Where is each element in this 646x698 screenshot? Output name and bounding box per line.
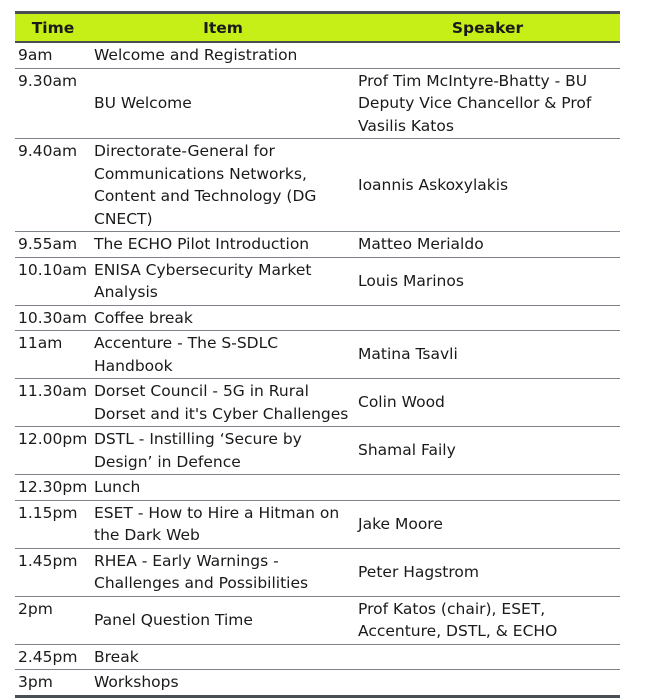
table-row (15, 139, 620, 232)
header-speaker: Speaker (355, 13, 620, 43)
item-cell: BU Welcome (91, 68, 355, 139)
table-row (15, 596, 620, 644)
time-cell: 3pm (18, 673, 53, 691)
item-cell: ESET - How to Hire a Hitman on the Dark Web (91, 500, 355, 548)
item-cell: Directorate-General for Communications Networks, Content and Technology (DG CNECT) (91, 139, 355, 232)
table-row (15, 475, 620, 501)
item-cell: ENISA Cybersecurity Market Analysis (91, 257, 355, 305)
header-item: Item (91, 13, 355, 43)
item-cell: Workshops (94, 673, 179, 691)
header-time: Time (15, 13, 91, 43)
table-row (15, 500, 620, 548)
item-cell: Accenture - The S-SDLC Handbook (91, 331, 355, 379)
item-cell: Break (91, 644, 355, 670)
table-row (15, 232, 620, 258)
time-cell: 12.30pm (15, 475, 91, 501)
speaker-cell: Prof Katos (chair), ESET, Accenture, DSTL, & ECHO (355, 596, 620, 644)
speaker-cell: Shamal Faily (355, 427, 620, 475)
speaker-cell (355, 305, 620, 331)
time-cell: 2pm (15, 596, 91, 644)
speaker-cell (355, 475, 620, 501)
item-cell: Panel Question Time (91, 596, 355, 644)
table-row (15, 257, 620, 305)
item-cell: Lunch (91, 475, 355, 501)
table-row (15, 670, 620, 697)
speaker-cell: Matina Tsavli (355, 331, 620, 379)
speaker-cell: Jake Moore (355, 500, 620, 548)
speaker-cell: Ioannis Askoxylakis (355, 139, 620, 232)
table-row (15, 548, 620, 596)
item-cell: Coffee break (91, 305, 355, 331)
speaker-cell: Louis Marinos (355, 257, 620, 305)
time-cell: 10.30am (15, 305, 91, 331)
table-row (15, 427, 620, 475)
speaker-cell: Prof Tim McIntyre-Bhatty - BU Deputy Vice Chancellor & Prof Vasilis Katos (355, 68, 620, 139)
agenda-table (15, 11, 620, 698)
speaker-cell (355, 644, 620, 670)
table-row (15, 42, 620, 68)
time-cell: 9am (15, 42, 91, 68)
speaker-cell (355, 670, 620, 697)
speaker-cell: Colin Wood (355, 379, 620, 427)
time-cell: 10.10am (15, 257, 91, 305)
speaker-cell (355, 42, 620, 68)
time-cell: 11.30am (15, 379, 91, 427)
agenda-body (15, 42, 620, 696)
table-row (15, 644, 620, 670)
item-cell: Dorset Council - 5G in Rural Dorset and it's Cyber Challenges (91, 379, 355, 427)
table-row (15, 305, 620, 331)
table-row (15, 68, 620, 139)
item-cell: DSTL - Instilling ‘Secure by Design’ in Defence (91, 427, 355, 475)
time-cell: 1.45pm (15, 548, 91, 596)
header-row (15, 13, 620, 43)
speaker-cell: Peter Hagstrom (355, 548, 620, 596)
table-row (15, 331, 620, 379)
item-cell: RHEA - Early Warnings - Challenges and Possibilities (91, 548, 355, 596)
time-cell: 9.55am (15, 232, 91, 258)
time-cell: 9.30am (15, 68, 91, 139)
item-cell: Welcome and Registration (91, 42, 355, 68)
time-cell: 12.00pm (15, 427, 91, 475)
time-cell: 11am (15, 331, 91, 379)
item-cell: The ECHO Pilot Introduction (91, 232, 355, 258)
table-row (15, 379, 620, 427)
speaker-cell: Matteo Merialdo (355, 232, 620, 258)
time-cell: 1.15pm (15, 500, 91, 548)
time-cell: 2.45pm (15, 644, 91, 670)
time-cell: 9.40am (15, 139, 91, 232)
